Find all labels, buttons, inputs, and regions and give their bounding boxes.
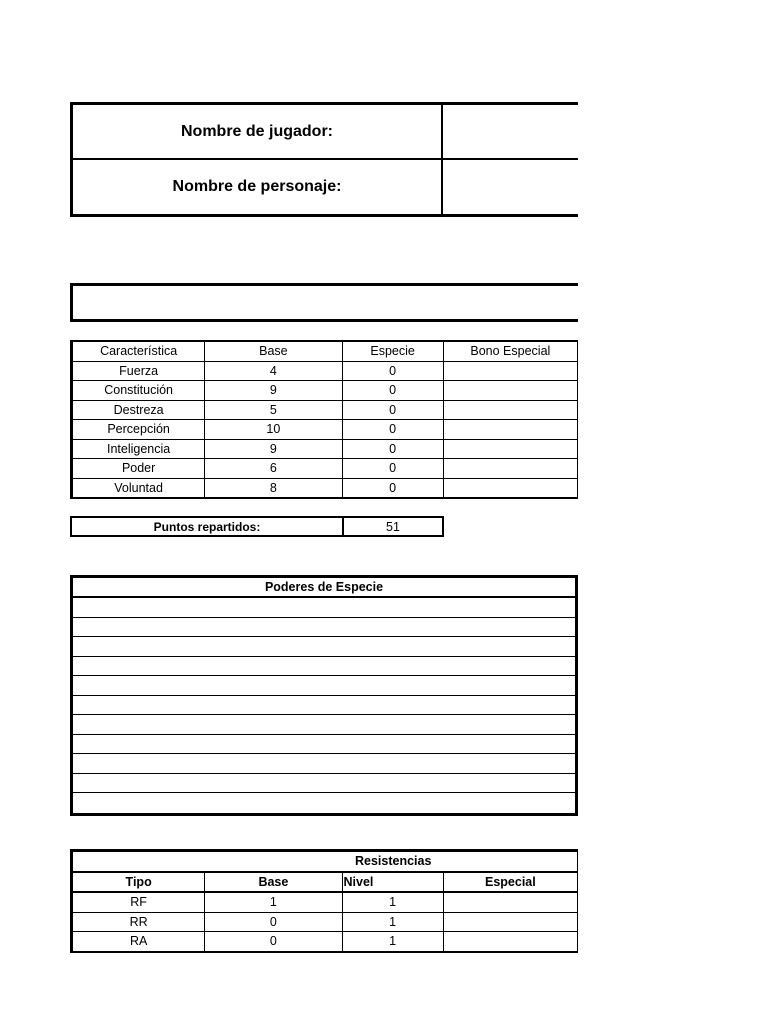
special-bonus-value[interactable] [443, 381, 577, 401]
characteristics-table [70, 340, 578, 499]
characteristic-name: Destreza [72, 400, 205, 420]
characteristic-name: Voluntad [72, 478, 205, 498]
resistance-type: RR [72, 912, 205, 932]
species-powers-title: Poderes de Especie [73, 578, 575, 598]
table-row [72, 361, 578, 381]
species-value[interactable]: 0 [342, 400, 443, 420]
resistance-base[interactable]: 0 [205, 912, 342, 932]
points-label: Puntos repartidos: [72, 518, 344, 535]
base-value[interactable]: 9 [205, 381, 342, 401]
special-bonus-value[interactable] [443, 478, 577, 498]
characteristic-name: Fuerza [72, 361, 205, 381]
name-header-block [70, 102, 578, 217]
resistances-title: Resistencias [355, 854, 432, 869]
table-row [72, 439, 578, 459]
table-row [72, 381, 578, 401]
player-name-label: Nombre de jugador: [73, 105, 443, 158]
power-entry[interactable] [73, 735, 575, 755]
character-name-field[interactable] [443, 160, 578, 214]
power-entry[interactable] [73, 618, 575, 638]
table-row [72, 892, 578, 912]
column-header: Bono Especial [443, 341, 577, 361]
resistance-level[interactable]: 1 [342, 892, 443, 912]
species-powers-table [70, 575, 578, 816]
power-entry[interactable] [73, 676, 575, 696]
resistance-special[interactable] [443, 892, 577, 912]
base-value[interactable]: 10 [205, 420, 342, 440]
special-bonus-value[interactable] [443, 420, 577, 440]
power-entry[interactable] [73, 696, 575, 716]
resistance-special[interactable] [443, 912, 577, 932]
characteristic-name: Constitución [72, 381, 205, 401]
column-header: Característica [72, 341, 205, 361]
resistance-type: RA [72, 932, 205, 952]
points-box [70, 516, 444, 537]
species-value[interactable]: 0 [342, 420, 443, 440]
character-name-label: Nombre de personaje: [73, 160, 443, 214]
power-entry[interactable] [73, 637, 575, 657]
column-header: Base [205, 872, 342, 893]
resistance-special[interactable] [443, 932, 577, 952]
table-row [72, 912, 578, 932]
column-header: Nivel [342, 872, 443, 893]
special-bonus-value[interactable] [443, 400, 577, 420]
character-name-row [73, 160, 578, 214]
column-header: Tipo [72, 872, 205, 893]
resistance-type: RF [72, 892, 205, 912]
base-value[interactable]: 9 [205, 439, 342, 459]
special-bonus-value[interactable] [443, 439, 577, 459]
species-value[interactable]: 0 [342, 459, 443, 479]
power-entry[interactable] [73, 715, 575, 735]
resistance-level[interactable]: 1 [342, 912, 443, 932]
player-name-row [73, 105, 578, 160]
table-row [72, 459, 578, 479]
power-entry[interactable] [73, 754, 575, 774]
resistances-table [70, 849, 578, 953]
column-header: Base [205, 341, 342, 361]
table-row [72, 420, 578, 440]
resistances-header-row [72, 872, 578, 893]
species-value[interactable]: 0 [342, 439, 443, 459]
resistances-title-cell [72, 851, 578, 872]
power-entry[interactable] [73, 657, 575, 677]
characteristics-header-row [72, 341, 578, 361]
column-header: Especial [443, 872, 577, 893]
characteristic-name: Inteligencia [72, 439, 205, 459]
resistances-title-row [72, 851, 578, 872]
base-value[interactable]: 4 [205, 361, 342, 381]
table-row [72, 478, 578, 498]
blank-field-box[interactable] [70, 283, 578, 322]
characteristic-name: Percepción [72, 420, 205, 440]
power-entry[interactable] [73, 793, 575, 813]
base-value[interactable]: 5 [205, 400, 342, 420]
power-entry[interactable] [73, 598, 575, 618]
special-bonus-value[interactable] [443, 361, 577, 381]
base-value[interactable]: 6 [205, 459, 342, 479]
points-value[interactable]: 51 [386, 519, 400, 534]
characteristic-name: Poder [72, 459, 205, 479]
table-row [72, 932, 578, 952]
species-value[interactable]: 0 [342, 381, 443, 401]
resistance-base[interactable]: 1 [205, 892, 342, 912]
resistance-level[interactable]: 1 [342, 932, 443, 952]
player-name-field[interactable] [443, 105, 578, 158]
special-bonus-value[interactable] [443, 459, 577, 479]
base-value[interactable]: 8 [205, 478, 342, 498]
resistance-base[interactable]: 0 [205, 932, 342, 952]
power-entry[interactable] [73, 774, 575, 794]
species-value[interactable]: 0 [342, 361, 443, 381]
table-row [72, 400, 578, 420]
species-value[interactable]: 0 [342, 478, 443, 498]
column-header: Especie [342, 341, 443, 361]
